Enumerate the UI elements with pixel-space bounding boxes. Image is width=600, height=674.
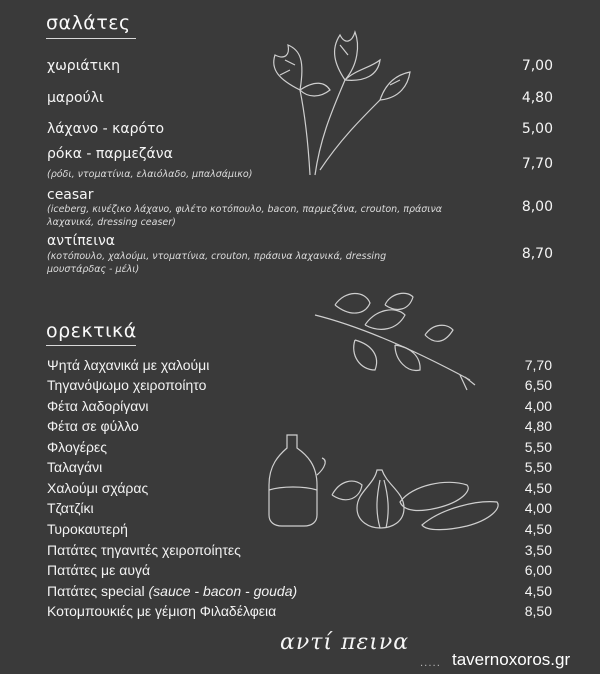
appetizer-price: 4,00 — [524, 398, 552, 414]
appetizer-name: Φέτα λαδορίγανι — [47, 398, 149, 414]
appetizer-price: 8,50 — [524, 603, 552, 619]
salad-name: χωριάτικη — [47, 58, 120, 74]
appetizer-name: Χαλούμι σχάρας — [47, 480, 149, 496]
appetizer-price: 4,00 — [524, 500, 552, 516]
appetizer-name: Τηγανόψωμο χειροποίητο — [47, 377, 207, 393]
appetizer-name: Ψητά λαχανικά με χαλούμι — [47, 357, 210, 373]
parsley-illustration — [260, 20, 420, 180]
salads-title-underline — [46, 38, 136, 39]
salad-description: (iceberg, κινέζικο λάχανο, φιλέτο κοτόπουλο, bacon, παρμεζάνα, crouton, πράσινα λαχανικά, dressing ceaser) — [47, 204, 443, 228]
appetizer-price: 4,50 — [524, 521, 552, 537]
appetizer-name: Πατάτες τηγανιτές χειροποίητες — [47, 542, 241, 558]
salad-name: μαρούλι — [47, 90, 104, 106]
appetizer-name-extra: (sauce - bacon - gouda) — [148, 583, 298, 599]
salad-price: 7,70 — [521, 156, 553, 172]
salad-price: 8,00 — [521, 199, 553, 215]
salad-name: ρόκα - παρμεζάνα — [47, 146, 173, 162]
appetizer-price: 7,70 — [524, 357, 552, 373]
appetizer-name-main: Πατάτες special — [47, 583, 145, 599]
appetizer-price: 4,50 — [524, 583, 552, 599]
salad-name: αντίπεινα — [47, 233, 115, 249]
appetizers-title: ορεκτικά — [46, 320, 137, 342]
oil-garlic-cucumber-illustration — [262, 430, 507, 540]
appetizer-name: Φέτα σε φύλλο — [47, 418, 139, 434]
appetizer-price: 5,50 — [524, 439, 552, 455]
appetizer-name: Κοτομπουκιές με γέμιση Φιλαδέλφεια — [47, 603, 277, 619]
salad-name: λάχανο - καρότο — [47, 121, 165, 137]
appetizer-name — [47, 583, 297, 599]
salad-description: (ρόδι, ντοματίνια, ελαιόλαδο, μπαλσάμικο) — [47, 169, 253, 180]
footer-dots: ..... — [420, 658, 441, 669]
appetizer-price: 4,50 — [524, 480, 552, 496]
appetizer-name: Ταλαγάνι — [47, 459, 103, 475]
appetizer-price: 5,50 — [524, 459, 552, 475]
appetizer-price: 6,00 — [524, 562, 552, 578]
appetizer-name: Πατάτες με αυγά — [47, 562, 151, 578]
salads-title: σαλάτες — [46, 12, 131, 34]
salad-name: ceasar — [47, 187, 94, 203]
salad-price: 7,00 — [521, 58, 553, 74]
appetizers-title-underline — [46, 345, 136, 346]
appetizer-price: 6,50 — [524, 377, 552, 393]
appetizer-name: Τζατζίκι — [47, 500, 94, 516]
salad-price: 5,00 — [521, 121, 553, 137]
salad-price: 4,80 — [521, 90, 553, 106]
salad-description: (κοτόπουλο, χαλούμι, ντοματίνια, crouton, πράσινα λαχανικά, dressing μουστάρδας - μέλι) — [47, 251, 387, 275]
appetizer-price: 3,50 — [524, 542, 552, 558]
salad-price: 8,70 — [521, 246, 553, 262]
appetizer-price: 4,80 — [524, 418, 552, 434]
appetizer-name: Τυροκαυτερή — [47, 521, 128, 537]
basil-illustration — [295, 285, 485, 395]
appetizer-name: Φλογέρες — [47, 439, 107, 455]
footer-website[interactable]: tavernoxoros.gr — [452, 650, 571, 669]
footer-brand: αντί πεινα — [280, 630, 410, 655]
